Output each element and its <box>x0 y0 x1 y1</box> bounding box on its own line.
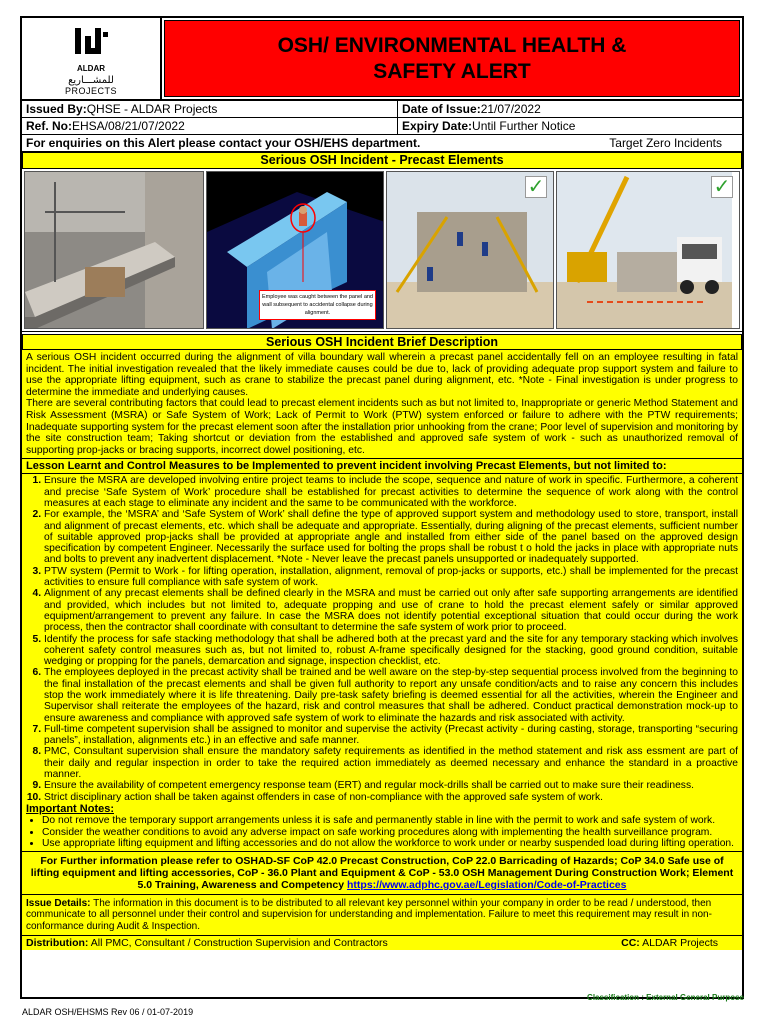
notes-list <box>26 815 738 849</box>
further-text: For Further information please refer to OSHAD-SF CoP 42.0 Precast Construction, CoP 22.0 Barricading of Hazards; CoP 34.0 Safe use of lifting equipment and lifting accessories, CoP - 36.0 Plant and Equipment & CoP - 53.0 OSH Management During Construction Work; Element 5.0 Training, Awareness and Competency <box>30 855 734 892</box>
date-value: 21/07/2022 <box>480 102 541 116</box>
cc-value: ALDAR Projects <box>639 937 718 950</box>
header <box>22 18 742 101</box>
lesson-item: 9. Ensure the availability of competent emergency response team (ERT) and regular mock-drills shall be carried out to make sure their readiness. <box>44 780 738 791</box>
expiry-value: Until Further Notice <box>472 119 576 133</box>
lesson-item: 5. Identify the process for safe stacking methodology that shall be adhered both at the precast yard and the site for any temporary stacking which involves coherent safety control measures such as, but not limited to, robust A-frame specifically designed for the stacking, good ground condition, suitable wedging or propping for the panels, demarcation and signage, inspection checklist, etc. <box>44 634 738 668</box>
date-label: Date of Issue: <box>402 102 481 116</box>
issue-label: Issue Details: <box>26 898 91 910</box>
cc <box>621 937 738 949</box>
info-row-issued <box>22 101 742 118</box>
photo-correct-propping <box>386 171 554 329</box>
issued-by-value: QHSE - ALDAR Projects <box>86 102 218 116</box>
issue-text: The information in this document is to be distributed to all relevant key personnel within your company in order to be read / understood, then communicate to all personnel under their control and supervision for understanding and implementation. Failure to meet this requirement may result in non-conformance during Audit & Inspection. <box>26 898 712 932</box>
photo-caption: Employee was caught between the panel and wall subsequent to accidental collapse during alignment. <box>259 290 376 320</box>
lessons-list <box>26 475 738 803</box>
lesson-item: 2. For example, the ‘MSRA’ and ‘Safe System of Work’ shall define the type of approved support system and methodology used to store, transport, install and alignment of precast elements, etc. which shall be adequate and appropriate. Essentially, during aligning of the precast elements, sufficient number of suitable approved prop-jacks shall be provided at appropriate angle and installed from either side of the panel based on the approved design specification by competent Engineer. Necessarily the surface used for bolting the props shall be robust t o hold the jacks in place with appropriate nuts and bolts to prevent any inadvertent displacement. *Note - Never leave the precast panels unsupported or inadequately supported. <box>44 509 738 565</box>
photo-strip <box>22 169 742 332</box>
distribution-value: All PMC, Consultant / Construction Supervision and Contractors <box>88 937 388 950</box>
logo-word: ALDAR <box>77 63 105 73</box>
issued-by <box>22 101 398 117</box>
lesson-title: Lesson Learnt and Control Measures to be Implemented to prevent incident involving Precast Elements, but not limited to: <box>22 459 742 474</box>
code-of-practice-link[interactable]: https://www.adphc.gov.ae/Legislation/Code-of-Practices <box>347 879 627 892</box>
brief-paragraph-1: A serious OSH incident occurred during the alignment of villa boundary wall wherein a precast panel accidentally fell on an employee resulting in fatal incident. The initial investigation revealed that the likely immediate causes could be due to, lack of providing adequate prop support system and failure to use the appropriate lifting equipment, such as crane to stabilize the precast panel during alignment, etc. *Note - Final investigation is under progress to determine the immediate and underlying causes. <box>26 352 738 398</box>
lesson-item: 10. Strict disciplinary action shall be taken against offenders in case of non-compliance with the approved safe system of work. <box>44 792 738 803</box>
lesson-item: 3. PTW system (Permit to Work - for lifting operation, installation, alignment, removal of prop-jacks or supports, etc.) shall be implemented for the precast activities to ensure full compliance with safe system of work. <box>44 566 738 589</box>
lesson-item: 8. PMC, Consultant supervision shall ensure the mandatory safety requirements as identified in the method statement and risk ass essment are part of their daily and regular inspection in order to take the required action immediately as deemed necessary and enhance the standard in a proactive manner. <box>44 746 738 780</box>
photo-collapsed-panel <box>24 171 204 329</box>
further-information <box>22 851 742 895</box>
brief-title: Serious OSH Incident Brief Description <box>22 334 742 350</box>
brief-paragraph-2: There are several contributing factors that could lead to precast element incidents such as but not limited to, Inappropriate or generic Method Statement and Risk Assessment (MSRA) or Safe System of Work; Lack of Permit to Work (PTW) system enforced or failure to adhere with the PTW requirements; Inadequate supporting system for the precast element soon after the installation prior unhooking from the crane; Poor level of supervision and monitoring by the site construction team; Taking shortcut or deviation from the established and approved safe system of work - such as unauthorized removal of supporting prop-jacks or bracing supports, incorrect dowel positioning, etc. <box>26 398 738 456</box>
classification: Classification : External General Purpose <box>587 993 744 1002</box>
distribution-label: Distribution: <box>26 937 89 950</box>
target-zero: Target Zero Incidents <box>609 136 722 150</box>
photo-crane-support <box>556 171 740 329</box>
check-mark-icon-2: ✓ <box>711 176 733 198</box>
incident-title: Serious OSH Incident - Precast Elements <box>22 152 742 169</box>
ref-value: EHSA/08/21/07/2022 <box>72 119 185 133</box>
logo-projects: PROJECTS <box>64 85 117 96</box>
note-item: • Consider the weather conditions to avoid any adverse impact on safe working procedures along with implementing the health surveillance program. <box>42 827 738 838</box>
lesson-item: 7. Full-time competent supervision shall be assigned to monitor and supervise the activity (Precast activity - during casting, storage, transporting “securing panels”, installation, alignments etc.) in an effective and safe manner. <box>44 724 738 747</box>
info-row-ref <box>22 118 742 135</box>
issue-details <box>22 895 742 936</box>
collapsed-panel-image <box>25 172 204 329</box>
lesson-item: 4. Alignment of any precast elements shall be defined clearly in the MSRA and must be carried out only after safe supporting arrangements are identified and provided, which includes but not limited to, adequate propping and use of crane to hold the precast element safely or similar approved equipment/arrangement to prevent any failure. In case the MSRA does not identify potential exceptional situation that could occur during the work process, then the contractor shall coordinate with consultant to determine the safe system of work prior to proceed. <box>44 588 738 633</box>
photo-diagram <box>206 171 384 329</box>
check-mark-icon-1: ✓ <box>525 176 547 198</box>
crane-support-image <box>557 172 732 329</box>
enquiry-text: For enquiries on this Alert please contact your OSH/EHS department. <box>26 136 421 150</box>
distribution <box>26 937 388 949</box>
note-item: • Use appropriate lifting equipment and lifting accessories and do not allow the workforce to work under or nearby suspended load during lifting operation. <box>42 838 738 849</box>
issued-by-label: Issued By: <box>26 102 87 116</box>
revision-footer: ALDAR OSH/EHSMS Rev 06 / 01-07-2019 <box>22 1007 194 1017</box>
lesson-item: 6. The employees deployed in the precast activity shall be trained and be well aware on the step-by-step sequential process involved from the beginning to the final installation of the precast elements and shall be given full authority to report any unsafe condition/acts and to raise any concern this includes stop the work immediately where it is life threatening. Daily pre-task safety briefing is deemed essential for all the activities, wherein the Engineer and Supervisor shall reiterate the employees of the hazard, risk and control measures that shall be adhered. Conduct practical demonstration mock-up to ensure awareness and compliance with approved safe system of work to eliminate the hazards and risk associated with activity. <box>44 667 738 723</box>
logo-arabic: للمشـــاريع <box>68 74 114 86</box>
title-banner <box>164 20 740 97</box>
ref-no <box>22 118 398 134</box>
date-of-issue <box>398 101 742 117</box>
cc-label: CC: <box>621 937 640 950</box>
important-notes <box>26 804 738 849</box>
ref-label: Ref. No: <box>26 119 72 133</box>
aldar-logo <box>22 18 162 99</box>
alert-document <box>20 16 744 999</box>
expiry-label: Expiry Date: <box>402 119 473 133</box>
notes-title: Important Notes: <box>26 802 114 815</box>
brief-description <box>22 350 742 459</box>
note-item: • Do not remove the temporary support arrangements unless it is safe and permanently stable in line with the permit to work and safe system of work. <box>42 815 738 826</box>
info-row-enquiry <box>22 135 742 152</box>
page-title: OSH/ ENVIRONMENTAL HEALTH & SAFETY ALERT <box>277 33 627 83</box>
distribution-row <box>22 936 742 950</box>
aldar-logo-mark-icon <box>71 22 111 62</box>
lesson-item: 1. Ensure the MSRA are developed involving entire project teams to include the scope, sequence and nature of work in specific. Furthermore, a coherent and precise ‘Safe System of Work’ procedure shall be established for precast activities to determine the sequence of work along with the control measures at each stage to eliminate any incident and the same to be communicated with the workforce. <box>44 475 738 509</box>
expiry-date <box>398 118 742 134</box>
lessons-section <box>22 474 742 851</box>
